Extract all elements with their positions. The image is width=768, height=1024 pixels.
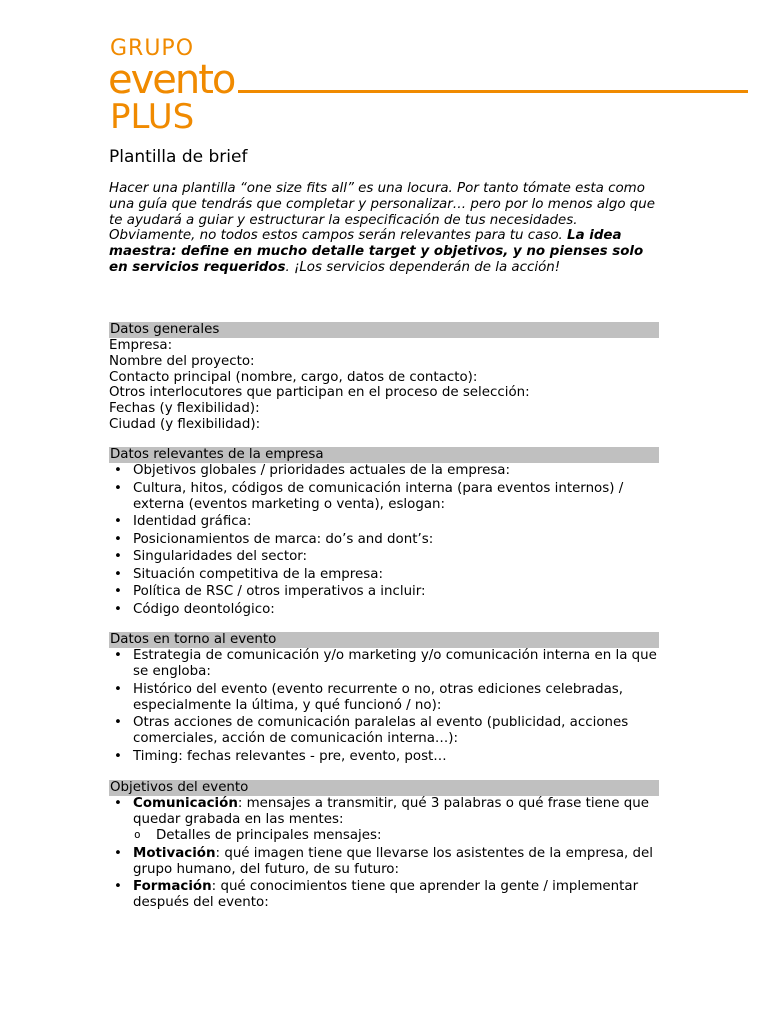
list-item: • Singularidades del sector: xyxy=(109,549,659,565)
list-item: • Código deontológico: xyxy=(109,602,659,618)
list-item: • Histórico del evento (evento recurrente o no, otras ediciones celebradas, especialmente la última, y qué funcionó / no): xyxy=(109,682,659,714)
bullet-list xyxy=(109,463,659,618)
section-heading: Datos en torno al evento xyxy=(109,632,659,648)
document-title: Plantilla de brief xyxy=(109,147,248,167)
list-item-comunicacion xyxy=(109,796,659,844)
logo-line-plus: PLUS xyxy=(110,97,195,137)
section-heading: Datos generales xyxy=(109,322,659,338)
section-datos-empresa xyxy=(109,447,659,619)
field-fechas: Fechas (y flexibilidad): xyxy=(109,401,260,417)
item-text: : qué conocimientos tiene que aprender la gente / implementar después del evento: xyxy=(133,879,639,910)
item-text: : qué imagen tiene que llevarse los asistentes de la empresa, del grupo humano, del futuro, de su futuro: xyxy=(133,845,653,877)
section-datos-generales xyxy=(109,322,659,433)
item-text: : mensajes a transmitir, qué 3 palabras o qué frase tiene que quedar grabada en las mentes: xyxy=(133,796,650,827)
list-item: • Cultura, hitos, códigos de comunicación interna (para eventos internos) / externa (eventos marketing o venta), eslogan: xyxy=(109,481,659,513)
list-item: • Estrategia de comunicación y/o marketing y/o comunicación interna en la que se engloba: xyxy=(109,648,659,680)
list-item: • Política de RSC / otros imperativos a incluir: xyxy=(109,584,659,600)
bullet-list xyxy=(109,796,659,911)
sub-list xyxy=(133,828,659,844)
field-nombre-proyecto: Nombre del proyecto: xyxy=(109,353,255,369)
section-objetivos xyxy=(109,780,659,913)
list-item: • Identidad gráfica: xyxy=(109,514,659,530)
section-heading: Objetivos del evento xyxy=(109,780,659,796)
intro-key-idea: La idea maestra: define en mucho detalle target y objetivos, y no pienses solo en servicios requeridos xyxy=(109,228,644,275)
list-item: • Situación competitiva de la empresa: xyxy=(109,567,659,583)
sub-list-item: o Detalles de principales mensajes: xyxy=(109,828,659,844)
header-rule xyxy=(238,90,748,93)
list-item-formacion xyxy=(109,879,659,911)
item-term: Motivación xyxy=(133,845,216,861)
list-item: • Timing: fechas relevantes - pre, evento, post… xyxy=(109,749,659,765)
field-otros-interlocutores: Otros interlocutores que participan en el proceso de selección: xyxy=(109,385,530,401)
section-datos-evento xyxy=(109,632,659,766)
intro-paragraph xyxy=(109,181,664,276)
section-heading: Datos relevantes de la empresa xyxy=(109,447,659,463)
intro-text-1: Hacer una plantilla “one size fits all” es una locura. Por tanto tómate esta como una guía que tendrás que completar y personalizar… pero por lo menos algo que te ayudará a guiar y estructurar la especificación de tus necesidades. Obviamente, no todos estos campos serán relevantes para tu caso. xyxy=(109,181,655,244)
bullet-list xyxy=(109,648,659,765)
list-item: • Objetivos globales / prioridades actuales de la empresa: xyxy=(109,463,659,479)
item-term: Formación xyxy=(133,879,212,894)
field-contacto-principal: Contacto principal (nombre, cargo, datos de contacto): xyxy=(109,369,478,385)
list-item-motivacion xyxy=(109,846,659,878)
list-item: • Otras acciones de comunicación paralelas al evento (publicidad, acciones comerciales, acción de comunicación interna…): xyxy=(109,715,659,747)
intro-text-2: . ¡Los servicios dependerán de la acción! xyxy=(285,259,561,275)
item-term: Comunicación xyxy=(133,796,238,811)
field-ciudad: Ciudad (y flexibilidad): xyxy=(109,416,261,432)
logo-line-grupo: GRUPO xyxy=(110,36,195,61)
field-empresa: Empresa: xyxy=(109,338,173,353)
logo-line-evento: evento xyxy=(108,57,235,103)
list-item: • Posicionamientos de marca: do’s and dont’s: xyxy=(109,532,659,548)
